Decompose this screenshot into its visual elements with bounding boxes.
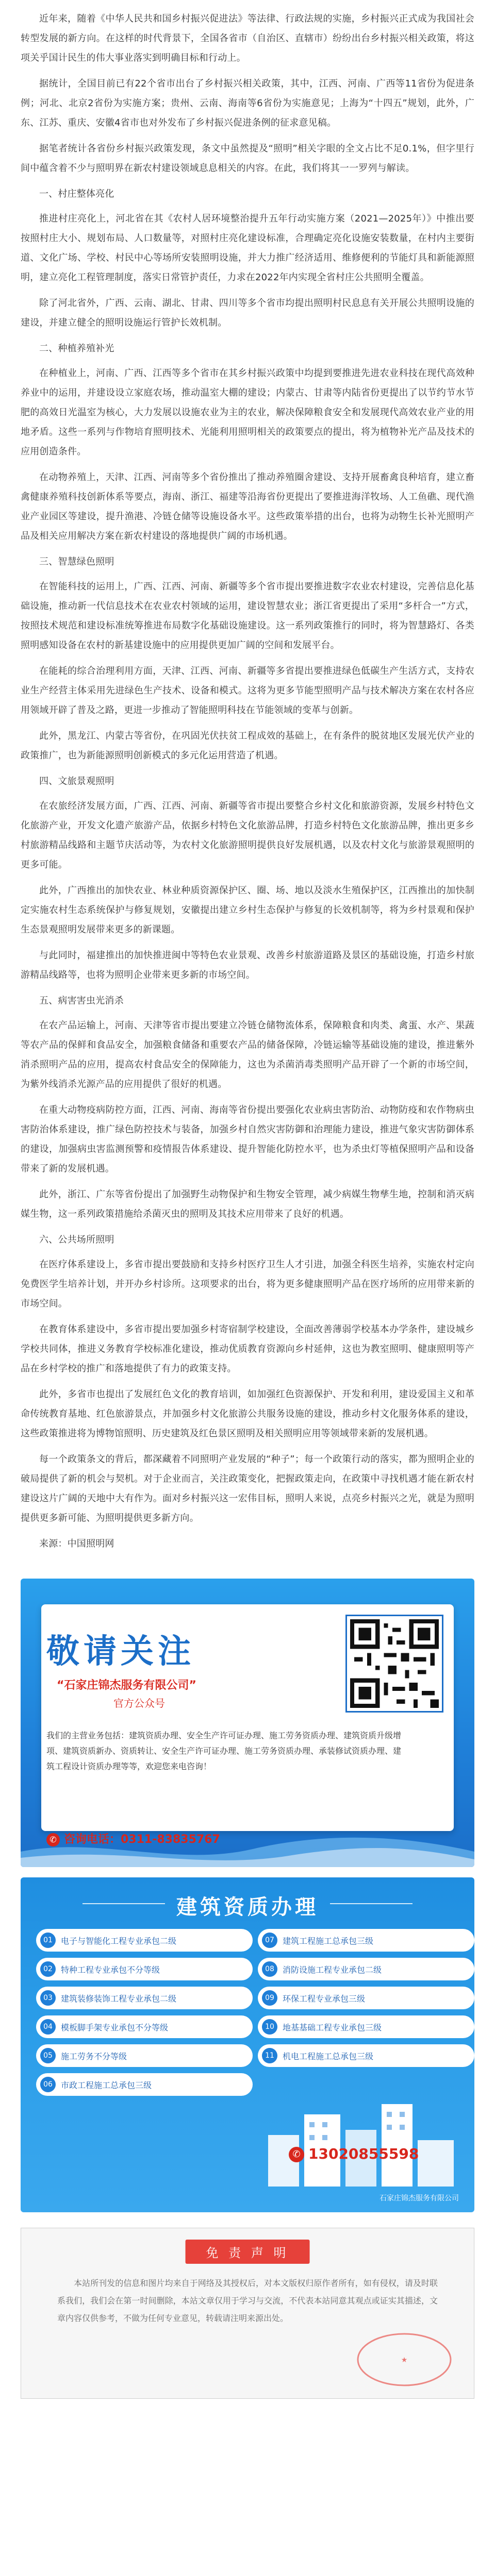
item-label: 模板脚手架专业承包不分等级 [61, 2022, 169, 2032]
qualification-banner [21, 1877, 474, 2212]
follow-phone-text: 咨询电话：0311-83835767 [64, 1833, 220, 1846]
qualification-item [258, 1929, 474, 1952]
item-label: 市政工程施工总承包三级 [61, 2080, 152, 2090]
item-number: 09 [262, 1990, 277, 2006]
follow-company: “石家庄锦杰服务有限公司” [57, 1679, 196, 1692]
section-6-paragraph-4: 每一个政策条文的背后，都深藏着不同照明产业发展的“种子”；每一个政策行动的落实，都为照明企业的破局提供了新的机会与契机。对于企业而言，关注政策变化，把握政策走向，在政策中寻找机遇才能在新农村建设这片广阔的天地中大有作为。面对乡村振兴这一宏伟目标，照明人来说，点亮乡村振兴之光，就是为照明提供更多新可能、为照明提供更多新方向。 [21, 1454, 474, 1523]
phone-icon: ✆ [289, 2147, 304, 2162]
article-source: 来源：中国照明网 [39, 1538, 114, 1549]
section-3-paragraph-1: 在智能科技的运用上，广西、江西、河南、新疆等多个省市提出要推进数字农业农村建设，完善信息化基础设施，推动新一代信息技术在农业农村领域的运用，建设智慧农业；浙江省更提出了采用“多杆合一”方式，按照技术规范和建设标准统筹推进布局数字化基础设施建设。这一系列政策推行的同时，将为智慧路灯、各类照明感知设备在农村的新基建设施中的应用提供更加广阔的空间和发展平台。 [21, 581, 474, 651]
section-2-paragraph-1: 在种植业上，河南、广西、江西等多个省市在其乡村振兴政策中均提到要推进先进农业科技在现代高效种养业中的运用，并建设设立家庭农场，推动温室大棚的建设；内蒙古、甘肃等内陆省份更提出了以节约节水节肥的高效日光温室为核心，大力发展以设施农业为主的农业，解决保障粮食安全和发展现代高效农业产业的用地矛盾。这些一系列与作物培育照明技术、光能利用照明相关的政策要点的提出，将为植物补光产品及技术的应用创造条件。 [21, 368, 474, 457]
qualification-item [258, 2015, 474, 2038]
qualification-title: 建筑资质办理 [176, 1895, 319, 1919]
section-3-paragraph-3: 此外，黑龙江、内蒙古等省份，在巩固光伏扶贫工程成效的基础上，在有条件的脱贫地区发展光伏产业的政策推广，也为新能源照明创新模式的多元化运用营造了机遇。 [21, 731, 474, 761]
item-label: 建筑装修装饰工程专业承包二级 [61, 1993, 177, 2004]
qualification-item [36, 1958, 253, 1980]
item-label: 电子与智能化工程专业承包二级 [61, 1936, 177, 1946]
section-6-paragraph-2: 在教育体系建设中，多省市提出要加强乡村寄宿制学校建设，全面改善薄弱学校基本办学条件，建设城乡学校共同体，推进义务教育学校标准化建设，推动优质教育资源向乡村延伸，这也为教室照明、健康照明等产品在乡村学校的推广和落地提供了有力的政策支持。 [21, 1324, 474, 1374]
item-label: 施工劳务不分等级 [61, 2051, 127, 2061]
item-label: 特种工程专业承包不分等级 [61, 1964, 160, 1975]
title-line-right [330, 1903, 412, 1904]
item-number: 04 [40, 2019, 56, 2035]
follow-banner [21, 1579, 474, 1867]
section-6-paragraph-3: 此外，多省市也提出了发展红色文化的教育培训，如加强红色资源保护、开发和利用，建设爱国主义和革命传统教育基地、红色旅游景点，并加强乡村文化旅游公共服务设施的建设，推动乡村文化服务体系的建设，这些政策推进将为博物馆照明、历史建筑及红色景区照明及相关照明应用等领域带来新的发展机遇。 [21, 1389, 474, 1439]
svg-text:★: ★ [401, 2356, 408, 2364]
qualification-item [258, 1987, 474, 2009]
item-number: 02 [40, 1961, 56, 1977]
qualification-item [36, 2073, 253, 2096]
qualification-item [258, 2044, 474, 2067]
section-4-paragraph-2: 此外，广西推出的加快农业、林业种质资源保护区、圈、场、地以及淡水生殖保护区，江西推出的加快制定实施农村生态系统保护与修复规划，安徽提出建立乡村生态保护与修复的长效机制等，将为乡村景观和保护生态景观照明发展带来更多的新课题。 [21, 885, 474, 935]
qualification-item [36, 1987, 253, 2009]
item-label: 机电工程施工总承包三级 [283, 2051, 374, 2061]
section-4-paragraph-3: 与此同时，福建推出的加快推进闽中等特色农业景观、改善乡村旅游道路及景区的基础设施，打造乡村旅游精品线路等，也将为照明企业带来更多新的市场空间。 [21, 950, 474, 980]
company-stamp [355, 2331, 453, 2388]
follow-official-account: 官方公众号 [113, 1697, 165, 1709]
section-4-paragraph-1: 在农旅经济发展方面，广西、江西、河南、新疆等省市提出要整合乡村文化和旅游资源，发展乡村特色文化旅游产业，开发文化遗产旅游产品，依据乡村特色文化旅游品牌，打造乡村特色文化旅游品牌，推出更多乡村旅游精品线路和主题节庆活动等，为农村文化旅游照明提供良好发展机遇，以及农村文化与旅游景观照明的更多可能。 [21, 801, 474, 870]
qr-code[interactable] [345, 1615, 443, 1713]
qualification-company: 石家庄锦杰服务有限公司 [380, 2194, 459, 2202]
section-5-paragraph-3: 此外，浙江、广东等省份提出了加强野生动物保护和生物安全管理，减少病媒生物孳生地，控制和消灭病媒生物，这一系列政策措施给杀菌灭虫的照明及其技术应用带来了良好的机遇。 [21, 1189, 474, 1219]
qualification-item [36, 2044, 253, 2067]
follow-services: 我们的主营业务包括：建筑资质办理、安全生产许可证办理、施工劳务资质办理、建筑资质升级增项、建筑资质新办、资质转让、安全生产许可证办理、施工劳务资质办理、承装修试资质办理、建筑工程设计资质办理等等，欢迎您来电咨询！ [46, 1731, 402, 1771]
section-1-paragraph-2: 除了河北省外，广西、云南、湖北、甘肃、四川等多个省市均提出照明村民息息有关开展公共照明设施的建设，并建立健全的照明设施运行管护长效机制。 [21, 298, 474, 328]
qualification-phone [289, 2145, 419, 2162]
qualification-item [258, 1958, 474, 1980]
qualification-list-left [36, 1929, 253, 2102]
item-number: 10 [262, 2019, 277, 2035]
item-number: 03 [40, 1990, 56, 2006]
item-label: 消防设施工程专业承包二级 [283, 1964, 382, 1975]
intro-paragraph-1: 近年来，随着《中华人民共和国乡村振兴促进法》等法律、行政法规的实施，乡村振兴正式成为我国社会转型发展的新方向。在这样的时代背景下，全国各省市（自治区、直辖市）纷纷出台乡村振兴相关政策，将这项关乎国计民生的伟大事业落实到明确目标和行动上。 [21, 13, 474, 63]
item-number: 01 [40, 1933, 56, 1948]
section-heading-6: 六、公共场所照明 [39, 1234, 114, 1245]
section-1-paragraph-1: 推进村庄亮化上，河北省在其《农村人居环境整治提升五年行动实施方案（2021—2025年）》中推出要按照村庄大小、规划布局、人口数量等，对照村庄亮化建设标准，合理确定亮化设施安装数量，在村内主要街道、文化广场、学校、村民中心等场所安装照明设施，并大力推广经济适用、维修便利的节能灯具和新能源照明，建立亮化工程管理制度，落实日常管护责任，力求在2022年内实现全省村庄公共照明全覆盖。 [21, 213, 474, 283]
section-3-paragraph-2: 在能耗的综合治理利用方面，天津、江西、河南、新疆等多省提出要推进绿色低碳生产生活方式，支持农业生产经营主体采用先进绿色生产技术、设备和模式。这将为更多节能型照明产品与技术解决方案在农村各应用领域开辟了普及之路，更进一步推动了智能照明科技在节能领域的变革与创新。 [21, 666, 474, 716]
qualification-phone-number: 13020855598 [308, 2145, 419, 2162]
disclaimer-box [21, 2228, 474, 2399]
item-label: 建筑工程施工总承包三级 [283, 1936, 374, 1946]
section-heading-3: 三、智慧绿色照明 [39, 556, 114, 567]
disclaimer-title: 免 责 声 明 [186, 2240, 310, 2264]
section-6-paragraph-1: 在医疗体系建设上，多省市提出要鼓励和支持乡村医疗卫生人才引进，加强全科医生培养，实施农村定向免费医学生培养计划，并开办乡村诊所。这项要求的出台，将为更多健康照明产品在医疗场所的应用带来新的市场空间。 [21, 1259, 474, 1309]
section-heading-2: 二、种植养殖补光 [39, 343, 114, 354]
section-5-paragraph-2: 在重大动物疫病防控方面，江西、河南、海南等省份提出要强化农业病虫害防治、动物防疫和农作物病虫害防治体系建设，推广绿色防控技术与装备，加强乡村自然灾害防御和治理能力建设，推进气象灾害防御体系的建设，加强病虫害监测预警和疫情报告体系建设、提升智能化防控水平，也为杀虫灯等植保照明产品和设备带来了新的发展机遇。 [21, 1105, 474, 1174]
item-number: 11 [262, 2048, 277, 2063]
intro-paragraph-2: 据统计，全国目前已有22个省市出台了乡村振兴相关政策，其中，江西、河南、广西等11省份为促进条例；河北、北京2省份为实施方案；贵州、云南、海南等6省份为实施意见；上海为“十四五”规划，此外，广东、江苏、重庆、安徽4省市也对外发布了乡村振兴促进条例的征求意见稿。 [21, 78, 474, 128]
qr-code-icon [350, 1619, 439, 1708]
section-heading-4: 四、文旅景观照明 [39, 776, 114, 787]
qualification-item [36, 2015, 253, 2038]
intro-paragraph-3: 据笔者统计各省份乡村振兴政策发现，条文中虽然提及“照明”相关字眼的全文占比不足0.1%，但字里行间中蕴含着不少与照明界在新农村建设领域息息相关的内容。在此，我们将其一一罗列与解读。 [21, 143, 474, 174]
section-heading-1: 一、村庄整体亮化 [39, 189, 114, 199]
qualification-list-right [258, 1929, 474, 2073]
item-number: 05 [40, 2048, 56, 2063]
section-2-paragraph-2: 在动物养殖上，天津、江西、河南等多个省份推出了推动养殖圈舍建设、支持开展畜禽良种培育，建立畜禽健康养殖科技创新体系等要点，海南、浙江、福建等沿海省份更提出了要推进海洋牧场、人工鱼礁、现代渔业产业园区等建设，提升渔港、冷链仓储等设施设备水平。这些政策举措的出台，也将为动物生长补光照明产品及相关应用解决方案在新农村建设的落地提供广阔的市场机遇。 [21, 472, 474, 541]
item-number: 06 [40, 2077, 56, 2092]
item-label: 地基基础工程专业承包三级 [283, 2022, 382, 2032]
disclaimer-text: 本站所刊发的信息和图片均来自于网络及其授权后，对本文版权归原作者所有，如有侵权，请及时联系我们，我们会在第一时间删除，本站文章仅用于学习与交流，不代表本站同意其观点或证实其描述，文章内容仅供参考，不做为任何专业意见，转载请注明来源出处。 [57, 2278, 438, 2323]
item-number: 08 [262, 1961, 277, 1977]
wave-decoration [21, 1831, 474, 1867]
item-label: 环保工程专业承包三级 [283, 1993, 366, 2004]
follow-title: 敬请关注 [46, 1632, 195, 1671]
phone-icon: ✆ [46, 1833, 60, 1846]
section-5-paragraph-1: 在农产品运输上，河南、天津等省市提出要建立冷链仓储物流体系，保障粮食和肉类、禽蛋、水产、果蔬等农产品的保鲜和食品安全，加强粮食储备和重要农产品的储备保障，冷链运输等基础设施的建设，推进紫外消杀照明产品的应用，提高农村食品安全的保障能力，这也为杀菌消毒类照明产品开辟了一个新的市场空间，为紫外线消杀光源产品的应用提供了很好的机遇。 [21, 1020, 474, 1090]
qualification-item [36, 1929, 253, 1952]
section-heading-5: 五、病害害虫光消杀 [39, 995, 124, 1006]
item-number: 07 [262, 1933, 277, 1948]
